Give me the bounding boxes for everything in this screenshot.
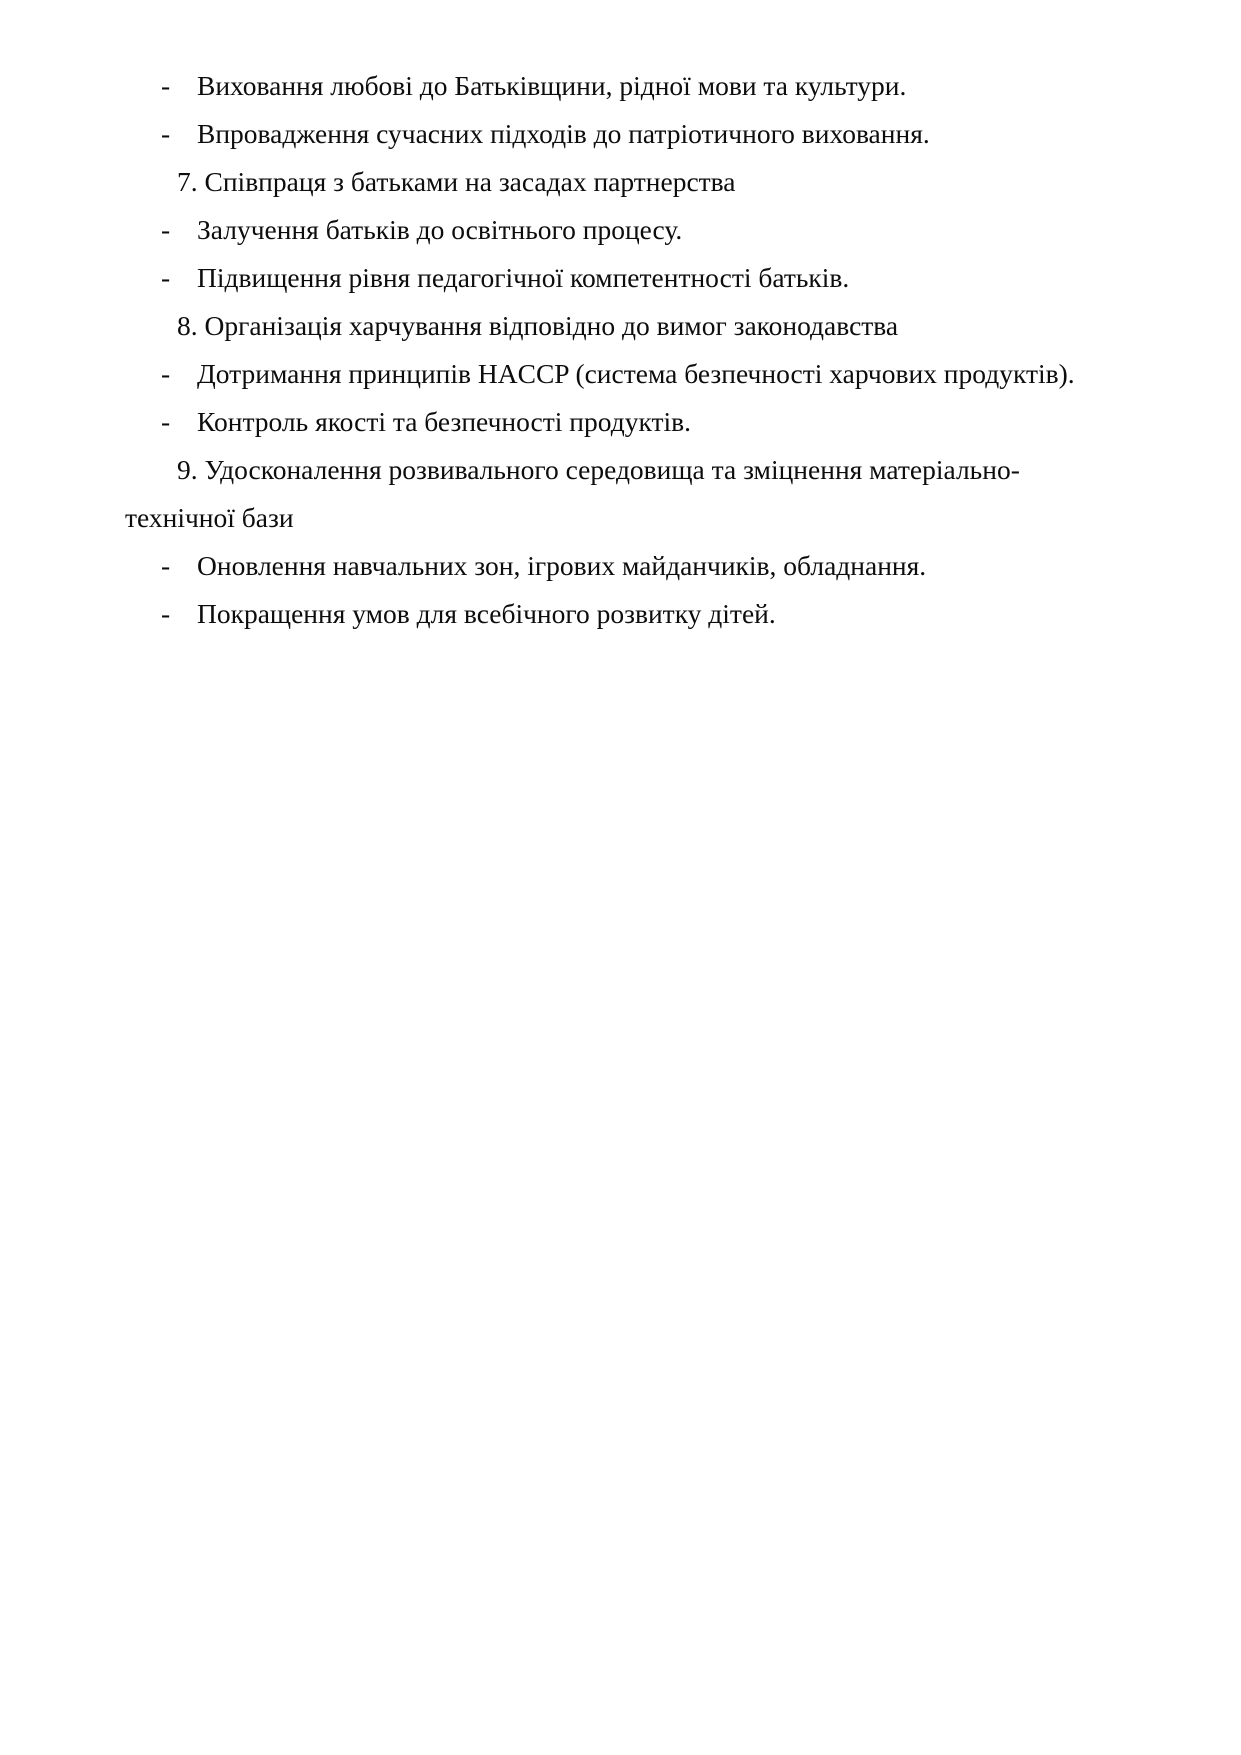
bullet-marker: -: [161, 406, 171, 437]
list-item-text: Виховання любові до Батьківщини, рідної мови та культури.: [197, 70, 907, 101]
section-heading-8: 8. Організація харчування відповідно до вимог законодавства: [177, 310, 899, 341]
list-item: [125, 206, 1110, 254]
list-item: [125, 590, 1110, 638]
bullet-marker: -: [161, 262, 171, 293]
document-body: [125, 62, 1110, 638]
list-item-text: Дотримання принципів HACCP (система безпечності харчових продуктів).: [197, 358, 1075, 389]
section-heading-9-line-2: технічної бази: [125, 502, 294, 533]
list-item: [125, 110, 1110, 158]
list-item-text: Покращення умов для всебічного розвитку дітей.: [197, 598, 776, 629]
list-item-text: Впровадження сучасних підходів до патріотичного виховання.: [197, 118, 930, 149]
list-item-text: Залучення батьків до освітнього процесу.: [197, 214, 683, 245]
section-heading-7: 7. Співпраця з батьками на засадах партнерства: [177, 166, 736, 197]
bullet-marker: -: [161, 70, 171, 101]
list-item-text: Оновлення навчальних зон, ігрових майданчиків, обладнання.: [197, 550, 927, 581]
list-item: [125, 398, 1110, 446]
list-item: [125, 254, 1110, 302]
section-heading-9: [125, 446, 1110, 542]
bullet-marker: -: [161, 358, 171, 389]
list-item: [125, 542, 1110, 590]
bullet-marker: -: [161, 214, 171, 245]
bullet-marker: -: [161, 118, 171, 149]
list-item: [125, 350, 1110, 398]
list-item-text: Контроль якості та безпечності продуктів.: [197, 406, 691, 437]
bullet-marker: -: [161, 598, 171, 629]
bullet-marker: -: [161, 550, 171, 581]
list-item-text: Підвищення рівня педагогічної компетентності батьків.: [197, 262, 850, 293]
section-heading-9-line-1: 9. Удосконалення розвивального середовища та зміцнення матеріально-: [177, 454, 1020, 485]
list-item: [125, 62, 1110, 110]
